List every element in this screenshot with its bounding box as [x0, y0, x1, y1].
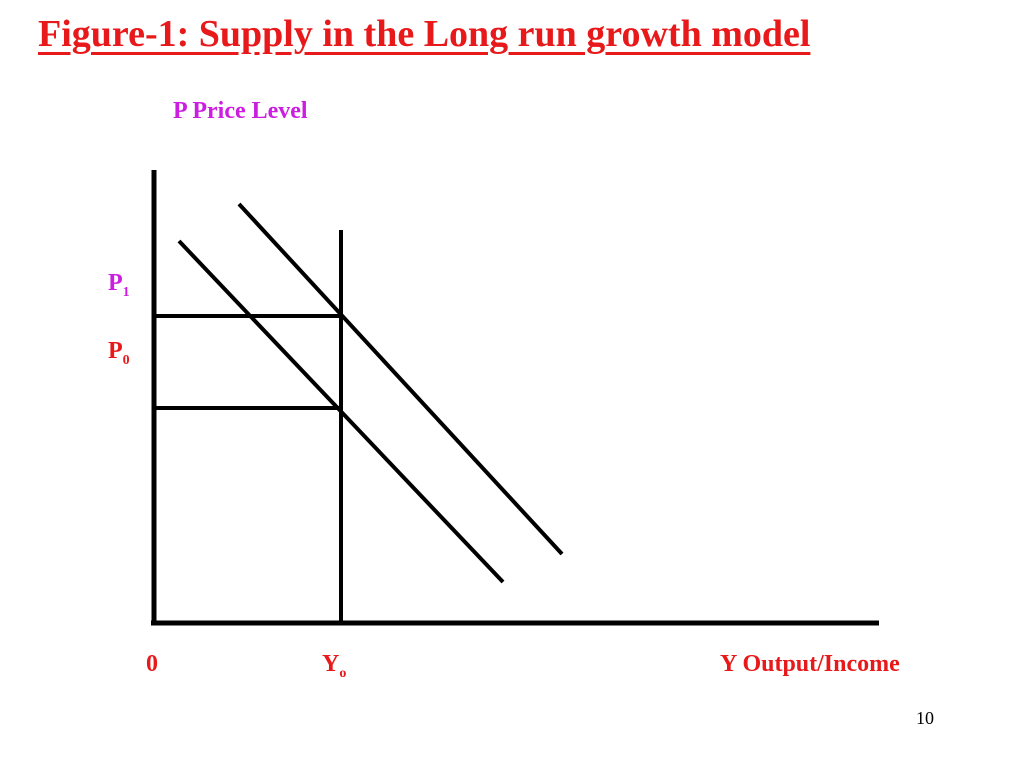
p1-label-main: P — [108, 270, 123, 296]
figure-title: Figure-1: Supply in the Long run growth model — [38, 13, 811, 55]
p0-label-subscript: 0 — [122, 353, 130, 368]
p1-label-subscript: 1 — [122, 285, 130, 300]
y0-label-main: Y — [322, 651, 340, 677]
x-axis-label: Y Output/Income — [720, 651, 900, 677]
y-axis-label: P Price Level — [173, 98, 308, 124]
demand-curve-shifted — [239, 204, 562, 554]
origin-label: 0 — [146, 651, 158, 677]
y0-label-subscript: o — [339, 666, 347, 681]
page-number: 10 — [916, 708, 934, 728]
p0-label-main: P — [108, 338, 123, 364]
